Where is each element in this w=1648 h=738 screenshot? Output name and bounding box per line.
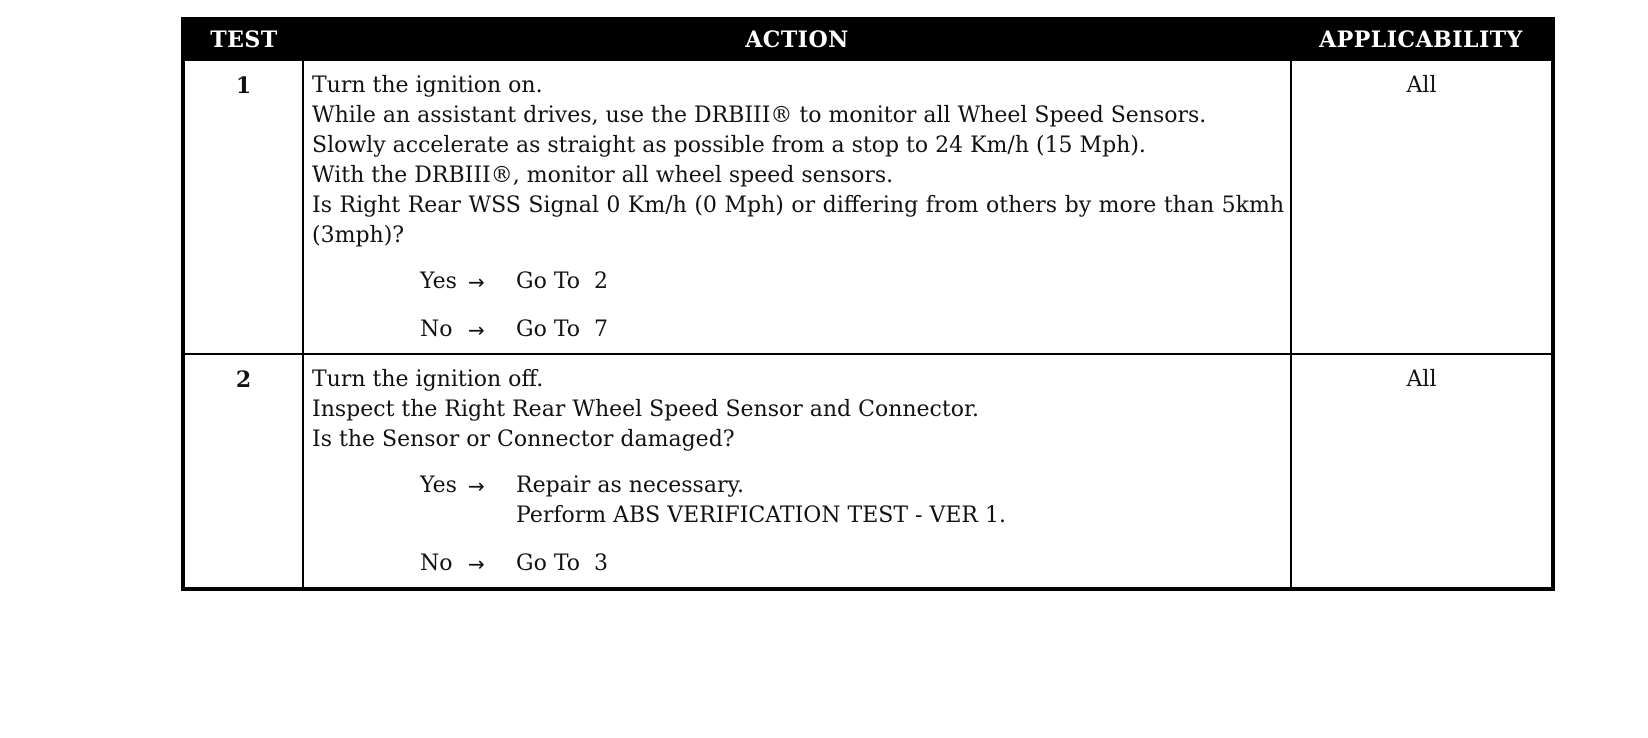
branch-no <box>312 549 1284 579</box>
branch-result <box>516 549 608 579</box>
action-line: Slowly accelerate as straight as possible from a stop to 24 Km/h (15 Mph). <box>312 133 1146 158</box>
branch-no <box>312 315 1284 345</box>
branch-yes <box>312 471 1284 531</box>
action-line: With the DRBIII®, monitor all wheel speed sensors. <box>312 163 894 188</box>
branch-result-line: Go To 2 <box>516 269 609 294</box>
branch-list <box>312 267 1284 345</box>
applicability-value: All <box>1291 60 1553 354</box>
right-arrow-icon: → <box>468 552 485 576</box>
diagnostic-test-table <box>181 17 1555 591</box>
branch-result <box>516 471 1006 531</box>
test-number: 1 <box>183 60 303 354</box>
branch-result-line: Go To 7 <box>516 317 609 342</box>
table-row <box>183 60 1553 354</box>
branch-result <box>516 267 608 297</box>
test-number: 2 <box>183 354 303 589</box>
branch-answer: Yes <box>420 269 457 294</box>
branch-list <box>312 471 1284 579</box>
action-line: Turn the ignition off. <box>312 367 544 392</box>
branch-answer: Yes <box>420 473 457 498</box>
branch-yes <box>312 267 1284 297</box>
action-question: Is Right Rear WSS Signal 0 Km/h (0 Mph) or differing from others by more than 5kmh (3mph)? <box>312 193 1284 248</box>
branch-result-line: Perform ABS VERIFICATION TEST - VER 1. <box>516 503 1006 528</box>
branch-answer: No <box>420 551 453 576</box>
action-cell <box>303 60 1291 354</box>
right-arrow-icon: → <box>468 318 485 342</box>
branch-result <box>516 315 608 345</box>
action-line: While an assistant drives, use the DRBIII® to monitor all Wheel Speed Sensors. <box>312 103 1207 128</box>
header-applicability: APPLICABILITY <box>1291 19 1553 60</box>
right-arrow-icon: → <box>468 474 485 498</box>
header-test: TEST <box>183 19 303 60</box>
right-arrow-icon: → <box>468 270 485 294</box>
branch-answer: No <box>420 317 453 342</box>
action-line: Inspect the Right Rear Wheel Speed Sensor and Connector. <box>312 397 980 422</box>
action-line: Turn the ignition on. <box>312 73 543 98</box>
table-header-row <box>183 19 1553 60</box>
action-cell <box>303 354 1291 589</box>
header-action: ACTION <box>303 19 1291 60</box>
table-row <box>183 354 1553 589</box>
action-question: Is the Sensor or Connector damaged? <box>312 427 735 452</box>
applicability-value: All <box>1291 354 1553 589</box>
branch-result-line: Go To 3 <box>516 551 609 576</box>
branch-result-line: Repair as necessary. <box>516 473 744 498</box>
